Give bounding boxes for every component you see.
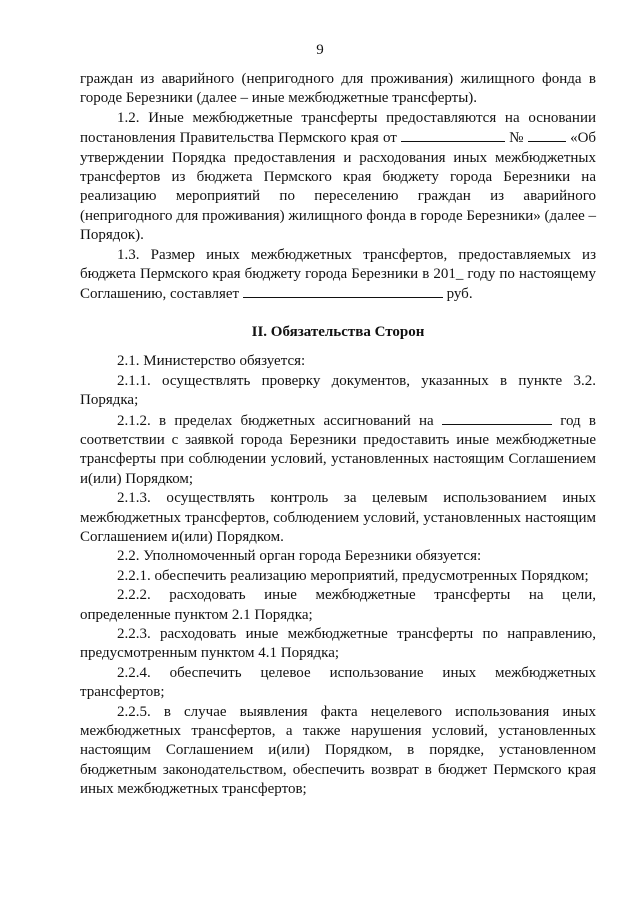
document-body — [80, 70, 596, 800]
paragraph-1-3-text-b: руб. — [446, 286, 473, 303]
page-number: 9 — [316, 42, 324, 58]
paragraph-1-2-text-a: 1.2. Иные межбюджетные трансферты предоставляются на основании постановления Правительства Пермского края от — [80, 109, 596, 147]
paragraph-2-2-3: 2.2.3. расходовать иные межбюджетные трансферты по направлению, предусмотренным пунктом 4.1 Порядка; — [80, 625, 596, 662]
paragraph-2-2-5: 2.2.5. в случае выявления факта нецелевого использования иных межбюджетных трансфертов, а также нарушения условий, установленных настоящим Соглашением и(или) Порядком, в порядке, установленном бюджетным законодательством, обеспечить возврат в бюджет Пермского края иных межбюджетных трансфертов; — [80, 703, 596, 798]
paragraph-1-2-text-b: «Об утверждении Порядка предоставления и расходования иных межбюджетных трансфертов из бюджета Пермского края бюджету города Березники на реализацию мероприятий по переселению граждан из аварийного (непригодного для проживания) жилищного фонда в городе Березники» (далее – Порядок). — [80, 130, 597, 244]
section-2-heading: II. Обязательства Сторон — [251, 323, 425, 340]
paragraph-1-3 — [80, 246, 596, 305]
blank-date — [401, 128, 505, 142]
paragraph-2-1-3: 2.1.3. осуществлять контроль за целевым использованием иных межбюджетных трансфертов, соблюдением условий, установленных настоящим Соглашением и(или) Порядком. — [80, 490, 596, 545]
blank-year — [442, 411, 552, 425]
paragraph-2-1: 2.1. Министерство обязуется: — [117, 353, 306, 370]
paragraph-2-2: 2.2. Уполномоченный орган города Березники обязуется: — [117, 548, 482, 565]
blank-amount — [243, 284, 443, 298]
number-sign: № — [509, 130, 524, 147]
blank-number — [528, 128, 566, 142]
paragraph-2-2-1: 2.2.1. обеспечить реализацию мероприятий, предусмотренных Порядком; — [117, 567, 589, 584]
paragraph-1-3-text-a: 1.3. Размер иных межбюджетных трансфертов, предоставляемых из бюджета Пермского края бюджету города Березники в 201_ году по настоящему Соглашению, составляет — [80, 246, 596, 303]
paragraph-2-2-4: 2.2.4. обеспечить целевое использование иных межбюджетных трансфертов; — [80, 664, 596, 701]
paragraph-2-2-2: 2.2.2. расходовать иные межбюджетные трансферты на цели, определенные пунктом 2.1 Порядка; — [80, 587, 596, 623]
paragraph-2-1-1: 2.1.1. осуществлять проверку документов, указанных в пункте 3.2. Порядка; — [80, 372, 596, 409]
paragraph-2-1-2-text-b: год в соответствии с заявкой города Березники предоставить иные межбюджетные трансферты при соблюдении условий, установленных настоящим Соглашением и(или) Порядком; — [80, 412, 596, 487]
paragraph-2-1-2 — [80, 411, 596, 490]
paragraph-2-1-2-text-a: 2.1.2. в пределах бюджетных ассигнований на — [117, 412, 434, 429]
paragraph-1-2 — [80, 109, 596, 246]
paragraph-intro: граждан из аварийного (непригодного для проживания) жилищного фонда в городе Березники (далее – иные межбюджетные трансферты). — [80, 71, 596, 107]
